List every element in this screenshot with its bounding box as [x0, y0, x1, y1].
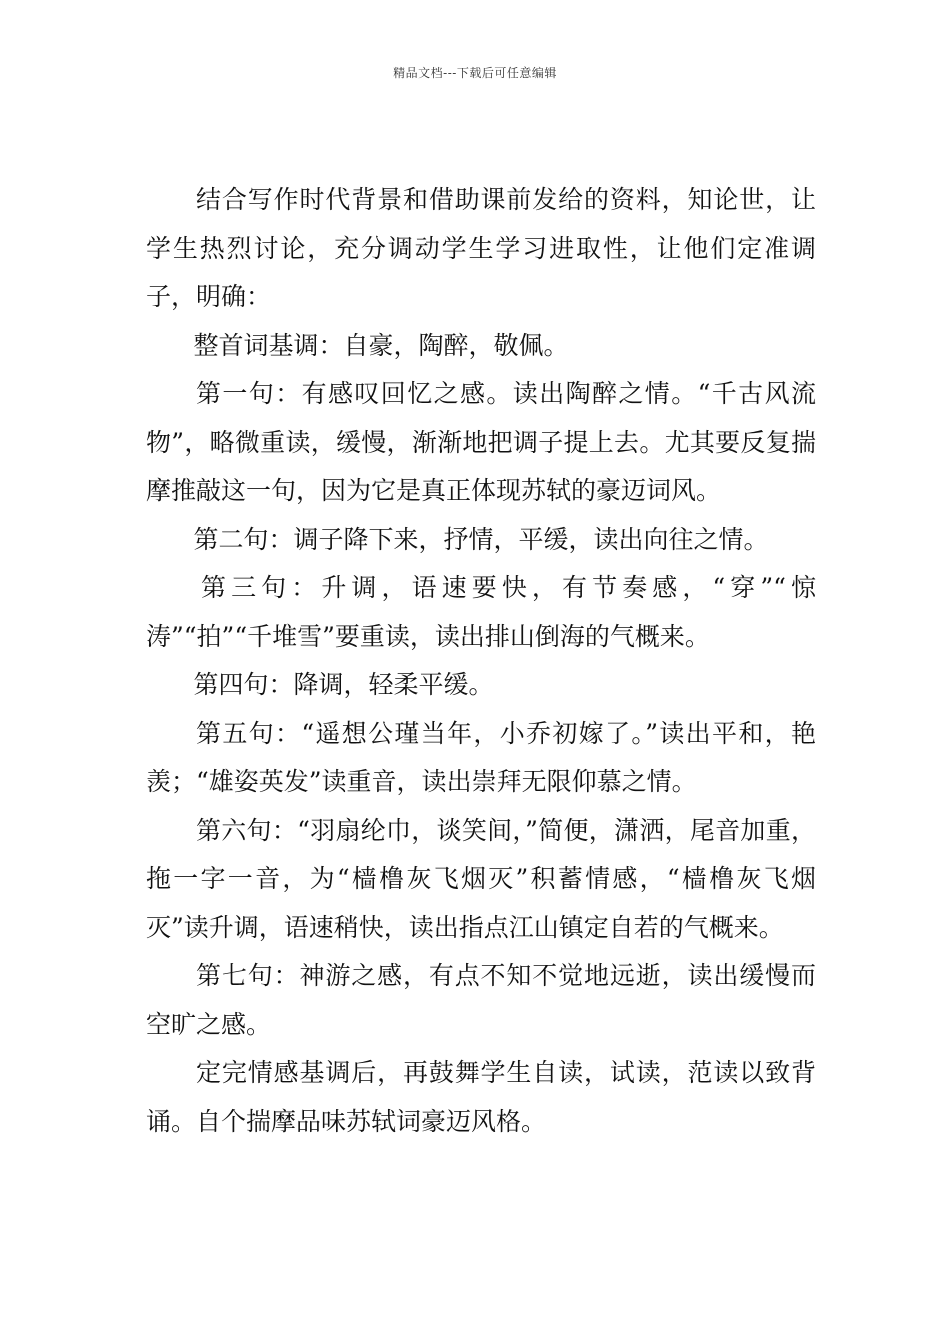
- page-header: 精品文档---下载后可任意编辑: [393, 66, 557, 80]
- paragraph-line-5: 第五句：“遥想公瑾当年，小乔初嫁了。”读出平和，艳羡；“雄姿英发”读重音，读出崇拜无限仰慕之情。: [146, 718, 816, 796]
- paragraph-line-7: 第七句：神游之感，有点不知不觉地远逝，读出缓慢而空旷之感。: [146, 961, 816, 1039]
- document-body: [146, 176, 816, 1146]
- paragraph-line-3: 第三句：升调，语速要快，有节奏感，“穿”“惊涛”“拍”“千堆雪”要重读，读出排山倒海的气概来。: [146, 573, 816, 651]
- paragraph-line-2: 第二句：调子降下来，抒情，平缓，读出向往之情。: [193, 524, 769, 554]
- paragraph-conclusion: 定完情感基调后，再鼓舞学生自读，试读，范读以致背诵。自个揣摩品味苏轼词豪迈风格。: [146, 1058, 816, 1136]
- paragraph-line-4: 第四句：降调，轻柔平缓。: [193, 670, 494, 699]
- paragraph-line-6: 第六句：“羽扇纶巾，谈笑间，”简便，潇洒，尾音加重，拖一字一音，为“樯橹灰飞烟灭”积蓄情感，“樯橹灰飞烟灭”读升调，语速稍快，读出指点江山镇定自若的气概来。: [146, 815, 816, 942]
- paragraph-intro: 结合写作时代背景和借助课前发给的资料，知论世，让学生热烈讨论，充分调动学生学习进取性，让他们定准调子，明确：: [146, 185, 816, 311]
- paragraph-line-1: 第一句：有感叹回忆之感。读出陶醉之情。“千古风流物”，略微重读，缓慢，渐渐地把调子提上去。尤其要反复揣摩推敲这一句，因为它是真正体现苏轼的豪迈词风。: [146, 379, 816, 505]
- paragraph-overall-tone: 整首词基调：自豪，陶醉，敬佩。: [193, 330, 569, 360]
